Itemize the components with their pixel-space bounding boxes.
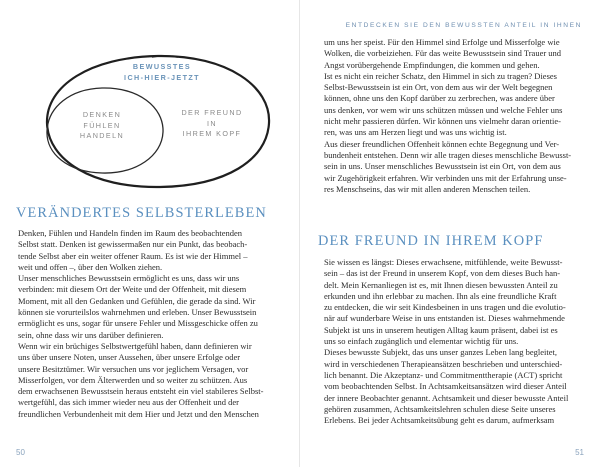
text-line: uns denken, vor wem wir uns schützen müssen und welche Fehler uns	[324, 104, 563, 115]
text-line: bundenheit entstehen. Denn wir alle tragen dieses menschliche Bewusst-	[324, 149, 572, 160]
text-line: delt. Mein Kernanliegen ist es, mit Ihnen diesen bewussten Anteil zu	[324, 279, 558, 290]
right-page	[300, 0, 600, 467]
text-line: nicht mehr passieren dürfen. Wir können uns vielmehr daran orientie-	[324, 116, 561, 127]
ellipse-diagram	[40, 52, 276, 190]
text-line: tende Selbst aber ein weiter offener Raum. Es ist wie der Himmel –	[18, 250, 248, 261]
page-number-right: 51	[575, 448, 584, 457]
right-body-text-top	[324, 37, 588, 195]
text-line: res Menschseins, das wir mit allen anderen Menschen teilen.	[324, 183, 531, 194]
text-line: uns so einfach zugänglich und elementar wichtig für uns.	[324, 336, 519, 347]
text-line: ermöglicht es uns, sogar für unsere Fehler und Missgeschicke offen zu	[18, 318, 258, 329]
text-line: dem erwachsenen Bewusstsein heraus entsteht ein viel stabileres Selbst-	[18, 386, 264, 397]
text-line: Wolken, die vorbeiziehen. Für das weite Bewusstsein sind Trauer und	[324, 48, 562, 59]
text-line: zu entdecken, die wir seit Kindesbeinen in uns tragen und die evolutio-	[324, 302, 566, 313]
text-line: der innere Beobachter genannt. Achtsamkeit und dieser bewusste Anteil	[324, 392, 569, 403]
running-head: ENTDECKEN SIE DEN BEWUSSTEN ANTEIL IN IHNEN	[345, 22, 582, 29]
text-line: Moment, mit all den Gedanken und Gefühlen, die gerade da sind. Wir	[18, 295, 256, 306]
text-line: sein, ohne dass wir uns darüber definieren.	[18, 329, 164, 340]
text-line: unsere Besitztümer. Wir versuchen uns vor jeglichem Versagen, vor	[18, 363, 249, 374]
text-line: Dieses bewusste Subjekt, das uns unser ganzes Leben lang begleitet,	[324, 347, 557, 358]
text-line: gehören zusammen, Achtsamkeitslehren schulen diese Seite unseres	[324, 403, 556, 414]
text-line: Ist es nicht ein reicher Schatz, den Himmel in sich zu tragen? Dieses	[324, 70, 557, 81]
text-line: erkunden und ihn erlebbar zu machen. Ihn als eine freundliche Kraft	[324, 290, 557, 301]
text-line: Selbst-Bewusstsein ist ein Ort, von dem aus wir der Welt begegnen	[324, 82, 553, 93]
right-body-text-bottom	[324, 257, 588, 426]
text-line: wir Zugehörigkeit erfahren. Wir verbinden uns mit der Erfahrung unse-	[324, 172, 567, 183]
text-line: Misserfolgen, vor dem Älterwerden und so weiter zu schützen. Aus	[18, 374, 248, 385]
text-line: können sie vorurteilslos wahrnehmen und erleben. Unser Bewusstsein	[18, 307, 257, 318]
text-line: uns über unsere Noten, unser Aussehen, über unsere Erfolge oder	[18, 352, 241, 363]
text-line: Denken, Fühlen und Handeln finden im Raum des beobachtenden	[18, 228, 243, 238]
text-line: verbinden: mit diesem Ort der Weite und der Offenheit, mit diesem	[18, 284, 247, 295]
text-line: Erlebens. Bei jeder Achtsamkeitsübung geht es darum, aufmerksam	[324, 415, 555, 426]
text-line: när auf wunderbare Weise in uns entstanden ist. Dieses wahrnehmende	[324, 313, 565, 324]
section-heading-der-freund-in-ihrem-kopf: DER FREUND IN IHREM KOPF	[318, 233, 544, 249]
diagram-label-der-freund: DER FREUND IN IHREM KOPF	[181, 108, 243, 138]
text-line: Aus dieser freundlichen Offenheit können echte Begegnung und Ver-	[324, 138, 560, 149]
left-body-text	[18, 228, 288, 420]
text-line: Wenn wir ein brüchiges Selbstwertgefühl haben, dann definieren wir	[18, 340, 252, 351]
text-line: Subjekt ist uns in unserem heutigen Alltag kaum präsent, dabei ist es	[324, 324, 558, 335]
text-line: Selbst statt. Denken ist gewissermaßen nur ein Punkt, das beobach-	[18, 239, 248, 250]
diagram-label-bewusstes-ich: BEWUSSTES ICH-HIER-JETZT	[124, 62, 200, 82]
page-number-left: 50	[16, 448, 25, 457]
text-line: Sie wissen es längst: Dieses erwachsene, mitfühlende, weite Bewusst-	[324, 257, 563, 267]
text-line: können, ohne uns den Kopf darüber zu zerbrechen, was andere über	[324, 93, 555, 104]
text-line: weit und offen –, über den Wolken ziehen.	[18, 261, 163, 272]
text-line: Unser menschliches Bewusstsein ermöglicht es uns, dass wir uns	[18, 273, 240, 284]
text-line: ren, was uns am Herzen liegt und was uns wichtig ist.	[324, 127, 507, 138]
text-line: um uns her speist. Für den Himmel sind Erfolge und Misserfolge wie	[324, 37, 560, 47]
text-line: wertgefühl, das sich immer wieder neu aus der Offenheit und der	[18, 397, 240, 408]
diagram-label-denken-fuehlen-handeln: DENKEN FÜHLEN HANDELN	[79, 110, 125, 140]
text-line: wird in verschiedenen Therapieansätzen beschrieben und unterschied-	[324, 358, 563, 369]
text-line: Angst vorübergehende Empfindungen, die kommen und gehen.	[324, 59, 540, 70]
text-line: freundlichen Verbundenheit mit dem Hier und Jetzt und den Menschen	[18, 408, 259, 419]
text-line: vom beobachtenden Selbst. In Achtsamkeitsansätzen wird dieser Anteil	[324, 381, 567, 392]
text-line: sein in uns. Unser menschliches Bewusstsein ist ein Ort, von dem aus	[324, 161, 561, 172]
section-heading-veraendertes-selbsterleben: VERÄNDERTES SELBSTERLEBEN	[16, 205, 267, 221]
text-line: sein – das ist der Freund in unserem Kopf, von dem dieses Buch han-	[324, 268, 561, 279]
text-line: lich benannt. Die Akzeptanz- und Commitmenttherapie (ACT) spricht	[324, 369, 563, 380]
